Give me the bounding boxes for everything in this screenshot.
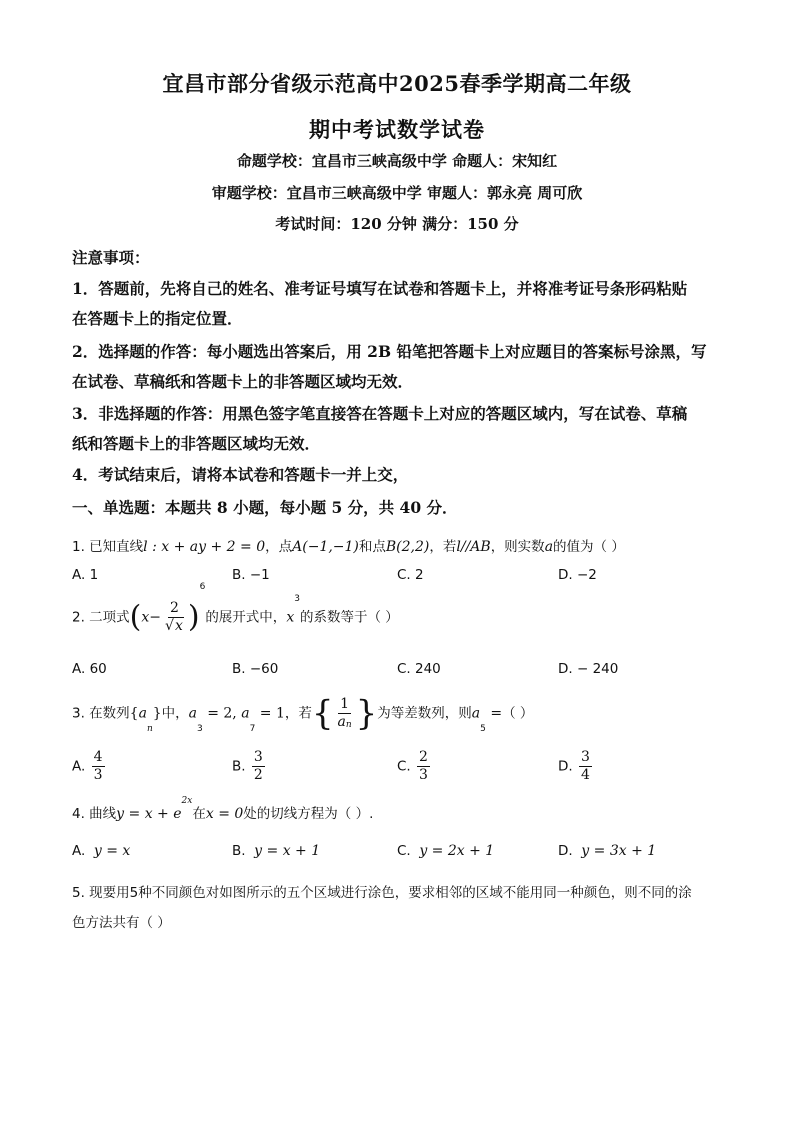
q4-option-b-letter: B. [232,843,246,859]
q3-option-c-letter: C. [397,758,411,775]
question-2 [72,582,399,635]
q2-x3-base: x [286,609,295,626]
q2-fraction [163,600,186,635]
review-school-line: 审题学校：宜昌市三峡高级中学 审题人：郭永亮 周可欣 [211,184,583,202]
q3-option-a-num: 4 [93,749,103,765]
q3-option-c-num: 2 [419,749,428,765]
q1-text-6: 的值为（ ） [553,539,625,555]
notice-item1-line1: 1．答题前，先将自己的姓名、准考证号填写在试卷和答题卡上，并将准考证号条形码粘贴 [72,279,688,298]
q3-a3-sub: 3 [197,724,203,734]
q3-option-a-letter: A. [72,758,86,775]
notice-item2-line1: 2．选择题的作答：每小题选出答案后，用 2B 铅笔把答题卡上对应题目的答案标号涂黑，写 [72,342,707,361]
q3-option-b-num: 3 [253,749,263,765]
q4-option-d-expr: y = 3x + 1 [581,843,657,859]
q3-option-b-fraction [252,749,265,784]
q2-option-c: C. 240 [397,661,441,677]
q1-option-b: B. −1 [232,567,270,583]
notice-heading: 注意事项： [72,248,150,267]
q1-text-2: ，点 [265,539,293,555]
q1-line-equation: l : x + ay + 2 = 0 [143,539,266,555]
q3-option-c-den: 3 [419,767,428,783]
q1-point-b: B(2,2) [385,539,430,555]
q3-option-d-fraction [579,749,592,784]
question-5-line1: 5. 现要用5种不同颜色对如图所示的五个区域进行涂色，要求相邻的区域不能用同一种颜色，则不同的涂 [72,885,692,901]
q3-ask-sub: 5 [480,724,486,734]
q3-text-5: （ ） [502,705,534,722]
q4-option-c-letter: C. [397,843,411,859]
question-1 [72,535,625,555]
q2-option-d: D. − 240 [558,661,619,677]
q4-text-1: 4. 曲线 [72,806,117,822]
question-4 [72,796,374,822]
q4-option-c-expr: y = 2x + 1 [419,843,495,859]
notice-item3-line2: 纸和答题卡上的非答题区域均无效． [72,434,321,453]
q3-seq-close: } [152,705,162,722]
q3-a3-value: = 2, [202,705,242,722]
q3-seq-sub: n [146,724,153,734]
exam-title-line2: 期中考试数学试卷 [309,117,485,142]
q3-a7: a [241,705,250,722]
q3-option-a-den: 3 [93,767,103,783]
q3-option-d-letter: D. [558,758,573,775]
q1-var-a: a [544,539,554,555]
q3-seq-open: { [129,705,139,722]
section1-heading: 一、单选题：本题共 8 小题，每小题 5 分，共 40 分． [72,498,458,517]
q4-option-c [397,843,494,859]
q2-power: 6 [199,582,206,592]
q2-x: x [141,609,150,626]
exam-time-score-line: 考试时间：120 分钟 满分：150 分 [275,215,519,233]
q4-option-b [232,843,320,859]
q3-option-c-fraction [417,749,430,784]
q3-option-a [72,749,107,784]
q2-frac-num: 2 [169,600,179,616]
q3-option-b-den: 2 [253,767,263,783]
q1-option-c: C. 2 [397,567,424,583]
q3-brace-open: { [311,693,334,734]
q3-option-c [397,749,432,784]
q4-curve: y = x + e [116,806,182,822]
q3-frac-num: 1 [340,696,350,712]
q3-text-4: 为等差数列，则 [377,705,472,722]
q4-option-d-letter: D. [558,843,573,859]
question-3 [72,693,534,734]
q3-option-b [232,749,267,784]
q4-curve-exp: 2x [181,796,193,806]
q3-text-3: ，若 [284,705,312,722]
q1-text-4: ，若 [429,539,457,555]
q1-text-5: ，则实数 [490,539,545,555]
q4-point: x = 0 [205,806,244,822]
q3-frac-den [336,714,354,731]
q1-text-1: 1. 已知直线 [72,539,144,555]
q3-option-d-den: 4 [580,767,590,783]
q4-text-2: 在 [192,806,206,822]
authoring-school-line: 命题学校：宜昌市三峡高级中学 命题人：宋知红 [236,152,558,170]
q2-option-a: A. 60 [72,661,107,677]
q2-paren-close: ) [187,599,200,635]
q3-frac-den-sub: n [345,720,352,730]
q3-option-a-fraction [92,749,105,784]
q3-fraction [336,696,354,731]
exam-title-line1: 宜昌市部分省级示范高中2025春季学期高二年级 [162,71,632,96]
notice-item1-line2: 在答题卡上的指定位置． [72,309,243,328]
q3-option-b-letter: B. [232,758,246,775]
notice-item2-line2: 在试卷、草稿纸和答题卡上的非答题区域均无效． [72,372,414,391]
q4-option-b-expr: y = x + 1 [254,843,321,859]
q2-text-1: 2. 二项式 [72,609,130,626]
q4-option-a [72,843,130,859]
q3-text-1: 3. 在数列 [72,705,130,722]
q4-option-d [558,843,656,859]
q3-a7-value: = 1 [255,705,285,722]
q4-text-3: 处的切线方程为（ ）. [243,806,374,822]
q3-ask-var: a [471,705,481,722]
q1-point-a: A(−1,−1) [292,539,359,555]
notice-item4: 4．考试结束后，请将本试卷和答题卡一并上交， [72,465,409,484]
q3-seq-var: a [138,705,147,722]
q3-ask-eq: = [485,705,503,722]
notice-item3-line1: 3．非选择题的作答：用黑色签字笔直接答在答题卡上对应的答题区域内，写在试卷、草稿 [72,404,688,423]
q3-option-d [558,749,594,784]
q3-frac-den-var: a [337,714,346,730]
q1-text-3: 和点 [358,539,386,555]
q3-text-2: 中， [161,705,189,722]
q2-text-2: 的展开式中， [205,609,287,626]
q2-minus: − [149,609,162,626]
q4-option-a-letter: A. [72,843,86,859]
q1-option-d: D. −2 [558,567,597,583]
q2-paren-open: ( [129,599,142,635]
q3-a3: a [188,705,198,722]
q2-x3-exp: 3 [294,594,300,604]
q2-sqrt-x: x [174,618,183,634]
q1-option-a: A. 1 [72,567,99,583]
q3-a7-sub: 7 [249,724,256,734]
q2-option-b: B. −60 [232,661,279,677]
q2-frac-den: √x [165,618,183,634]
q2-text-3: 的系数等于（ ） [299,609,399,626]
q3-brace-close: } [355,693,378,734]
q3-option-d-num: 3 [580,749,590,765]
q4-option-a-expr: y = x [93,843,131,859]
q1-parallel-condition: l//AB [456,539,491,555]
question-5-line2: 色方法共有（ ） [72,915,171,931]
